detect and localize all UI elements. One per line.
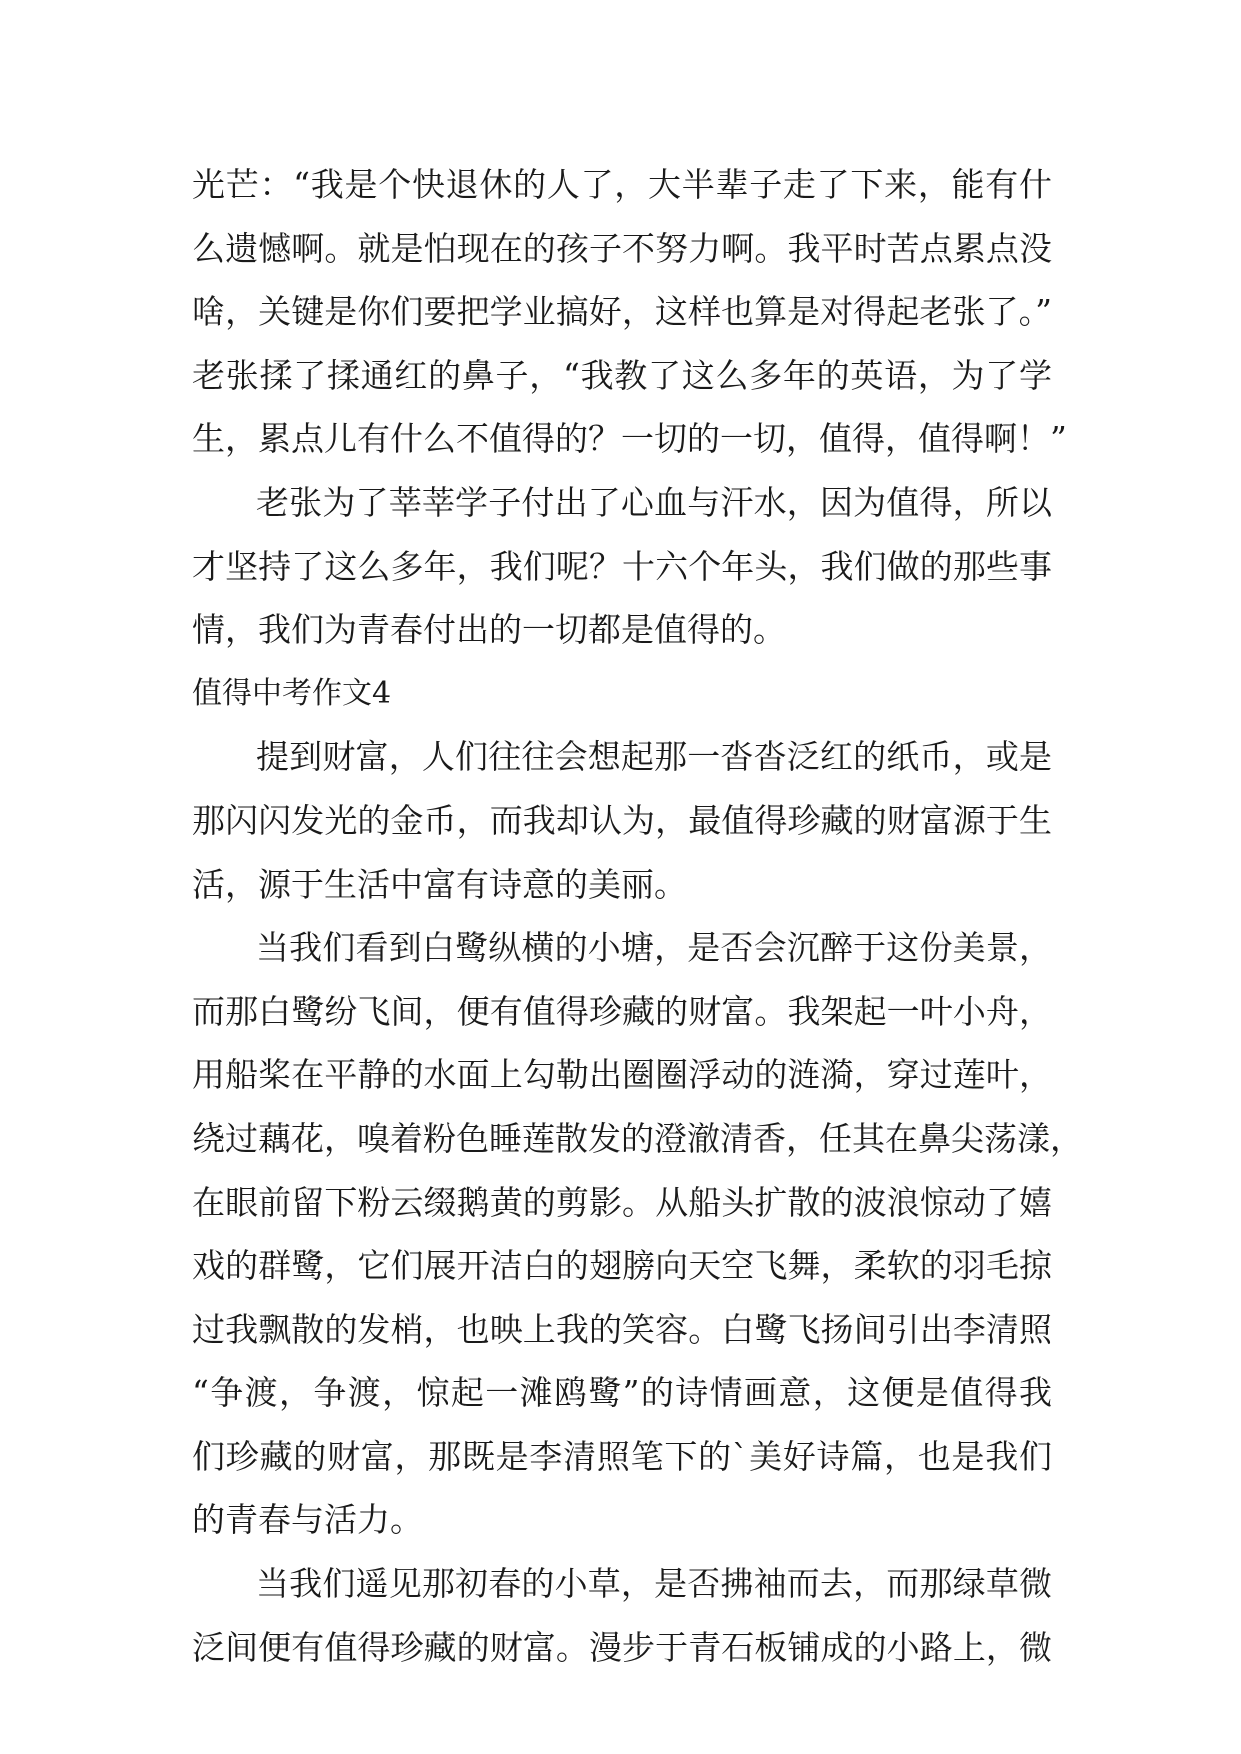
text-line: 用船桨在平静的水面上勾勒出圈圈浮动的涟漪，穿过莲叶， (192, 1055, 1052, 1095)
text-line: 那闪闪发光的金币，而我却认为，最值得珍藏的财富源于生 (192, 800, 1052, 840)
text-line: 泛间便有值得珍藏的财富。漫步于青石板铺成的小路上，微 (192, 1627, 1052, 1667)
text-line: 才坚持了这么多年，我们呢？十六个年头，我们做的那些事 (192, 546, 1052, 586)
text-line: 提到财富，人们往往会想起那一沓沓泛红的纸币，或是 (256, 737, 1052, 777)
text-line: 的青春与活力。 (192, 1500, 423, 1540)
text-line: 绕过藕花，嗅着粉色睡莲散发的澄澈清香，任其在鼻尖荡漾， (192, 1118, 1083, 1158)
text-line: 当我们看到白鹭纵横的小塘，是否会沉醉于这份美景， (256, 928, 1052, 968)
text-line: 生，累点儿有什么不值得的？一切的一切，值得，值得啊！” (192, 419, 1067, 459)
text-line: 活，源于生活中富有诗意的美丽。 (192, 864, 687, 904)
text-line: 而那白鹭纷飞间，便有值得珍藏的财富。我架起一叶小舟， (192, 991, 1052, 1031)
text-line: 当我们遥见那初春的小草，是否拂袖而去，而那绿草微 (256, 1564, 1052, 1604)
text-line: 过我飘散的发梢，也映上我的笑容。白鹭飞扬间引出李清照 (192, 1309, 1052, 1349)
section-heading: 值得中考作文4 (192, 675, 392, 711)
text-line: 光芒：“我是个快退休的人了，大半辈子走了下来，能有什 (192, 165, 1052, 204)
text-line: 老张为了莘莘学子付出了心血与汗水，因为值得，所以 (256, 482, 1052, 522)
text-line: 老张揉了揉通红的鼻子，“我教了这么多年的英语，为了学 (192, 355, 1052, 395)
document-body (192, 153, 1083, 1679)
text-line: 么遗憾啊。就是怕现在的孩子不努力啊。我平时苦点累点没 (192, 228, 1052, 268)
text-line: 戏的群鹭，它们展开洁白的翅膀向天空飞舞，柔软的羽毛掠 (192, 1246, 1052, 1286)
text-line: 啥，关键是你们要把学业搞好，这样也算是对得起老张了。” (192, 292, 1052, 332)
text-line: 情，我们为青春付出的一切都是值得的。 (192, 610, 786, 650)
text-line: “争渡，争渡，惊起一滩鸥鹭”的诗情画意，这便是值得我 (192, 1373, 1052, 1413)
text-line: 们珍藏的财富，那既是李清照笔下的`美好诗篇，也是我们 (192, 1436, 1052, 1476)
text-line: 在眼前留下粉云缀鹅黄的剪影。从船头扩散的波浪惊动了嬉 (192, 1182, 1052, 1222)
